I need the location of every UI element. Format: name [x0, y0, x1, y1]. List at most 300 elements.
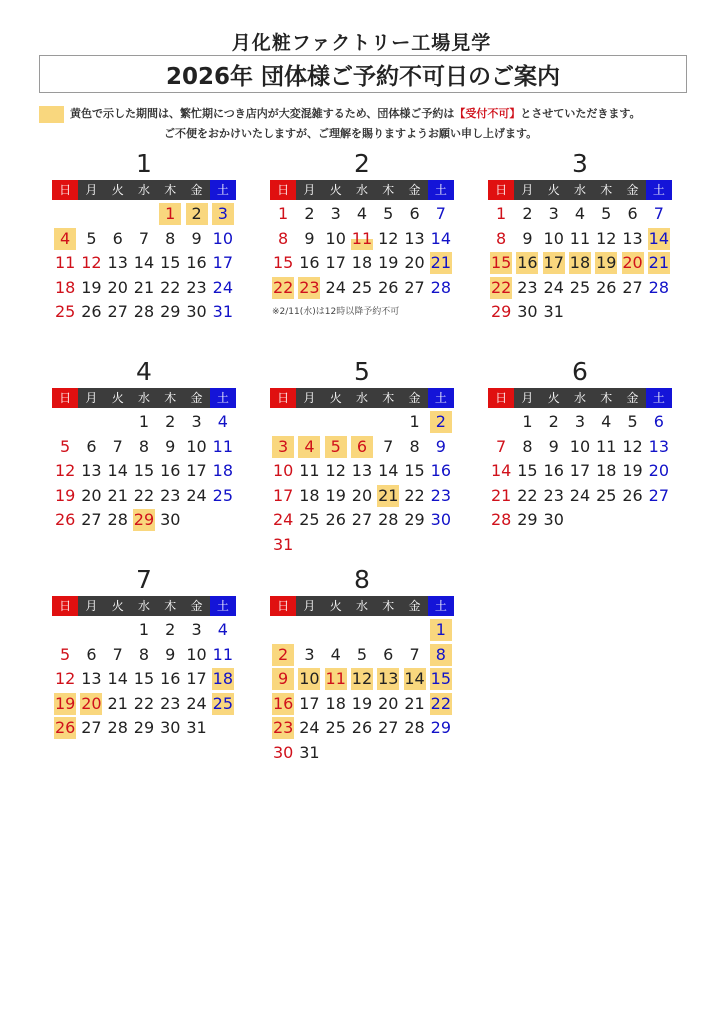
day-cell: 30 — [272, 742, 294, 762]
day-cell: 23 — [299, 277, 320, 297]
day-cell: 25 — [212, 693, 233, 713]
day-cell: 17 — [325, 253, 346, 272]
day-cell: 1 — [138, 412, 150, 431]
week-row — [270, 459, 454, 484]
empty-day-cell — [377, 534, 399, 556]
empty-day-cell — [377, 742, 399, 764]
weekday-label: 火 — [541, 180, 567, 200]
day-cell: 25 — [54, 302, 76, 321]
empty-day-cell — [351, 742, 373, 764]
weekday-label: 土 — [210, 388, 236, 408]
empty-day-cell — [595, 509, 617, 531]
day-cell: 24 — [325, 277, 346, 297]
weekday-header — [52, 596, 236, 616]
day-cell: 6 — [627, 204, 638, 223]
weekday-label: 金 — [183, 596, 209, 616]
day-cell: 28 — [430, 277, 451, 297]
day-cell: 23 — [430, 485, 451, 505]
empty-day-cell — [351, 411, 373, 433]
month-calendar — [488, 148, 672, 325]
day-cell: 23 — [160, 485, 181, 505]
day-cell: 18 — [212, 669, 233, 688]
day-cell: 2 — [548, 412, 559, 431]
empty-day-cell — [430, 534, 452, 556]
weekday-label: 日 — [270, 180, 296, 200]
day-cell: 25 — [212, 485, 233, 505]
weekday-label: 水 — [567, 388, 593, 408]
day-cell: 28 — [378, 510, 399, 529]
week-row — [270, 716, 454, 741]
day-cell: 14 — [107, 669, 128, 688]
week-row — [52, 508, 236, 533]
day-cell: 29 — [404, 510, 425, 529]
day-cell: 7 — [138, 228, 150, 248]
day-cell: 10 — [212, 228, 233, 248]
week-row — [52, 410, 236, 435]
day-cell: 28 — [107, 718, 128, 737]
unavailable-label: 【受付不可】 — [454, 107, 521, 120]
week-row — [270, 410, 454, 435]
empty-day-cell — [212, 509, 234, 531]
weekday-header — [270, 388, 454, 408]
day-cell: 16 — [517, 253, 538, 272]
day-cell: 16 — [543, 461, 564, 480]
day-cell: 6 — [351, 436, 373, 458]
day-cell: 31 — [212, 302, 233, 321]
day-cell: 21 — [107, 693, 128, 713]
day-cell: 1 — [409, 412, 420, 431]
week-row — [52, 202, 236, 227]
weekday-label: 水 — [567, 180, 593, 200]
weekday-label: 木 — [375, 388, 401, 408]
weekday-label: 日 — [488, 388, 514, 408]
weekday-label: 土 — [428, 388, 454, 408]
weekday-label: 土 — [210, 180, 236, 200]
weekday-label: 金 — [401, 180, 427, 200]
day-cell: 4 — [330, 644, 341, 664]
weekday-label: 日 — [52, 388, 78, 408]
day-cell: 25 — [299, 510, 320, 529]
weekday-label: 木 — [157, 388, 183, 408]
week-row — [488, 459, 672, 484]
week-row — [488, 410, 672, 435]
day-cell: 25 — [596, 485, 617, 505]
day-cell: 26 — [81, 302, 102, 321]
day-cell: 17 — [272, 485, 294, 505]
day-cell: 4 — [217, 620, 228, 639]
day-cell: 30 — [430, 510, 451, 529]
day-cell: 10 — [543, 228, 564, 248]
day-cell: 26 — [622, 485, 643, 505]
day-cell: 9 — [304, 228, 315, 248]
week-row — [270, 533, 454, 558]
weekday-label: 水 — [349, 596, 375, 616]
weekday-label: 金 — [401, 388, 427, 408]
weekday-label: 木 — [157, 596, 183, 616]
week-row — [488, 484, 672, 509]
day-cell: 6 — [383, 644, 394, 664]
week-row — [52, 618, 236, 643]
empty-day-cell — [107, 203, 129, 225]
day-cell: 9 — [522, 228, 533, 248]
empty-day-cell — [569, 509, 591, 531]
month-number: 3 — [572, 149, 588, 178]
empty-day-cell — [80, 203, 102, 225]
empty-day-cell — [325, 411, 347, 433]
week-row — [52, 484, 236, 509]
empty-day-cell — [325, 619, 347, 641]
day-cell: 17 — [212, 253, 233, 272]
day-cell: 15 — [133, 461, 155, 480]
week-row — [270, 202, 454, 227]
day-cell: 5 — [86, 228, 97, 248]
week-row — [270, 741, 454, 766]
factory-tour-title: 月化粧ファクトリー工場見学 — [231, 32, 492, 54]
empty-day-cell — [212, 717, 234, 739]
weekday-label: 火 — [105, 388, 131, 408]
empty-day-cell — [54, 411, 76, 433]
empty-day-cell — [107, 619, 129, 641]
day-cell: 20 — [378, 693, 399, 713]
day-cell: 18 — [596, 461, 617, 480]
weekday-label: 月 — [78, 180, 104, 200]
weekday-header — [488, 388, 672, 408]
day-cell: 27 — [81, 718, 102, 737]
day-cell: 28 — [490, 510, 512, 529]
weekday-label: 月 — [296, 596, 322, 616]
day-cell: 10 — [299, 669, 320, 688]
week-row — [488, 508, 672, 533]
day-cell: 6 — [86, 644, 97, 664]
month-number: 7 — [136, 565, 152, 594]
weekday-header — [488, 180, 672, 200]
day-cell: 4 — [54, 228, 76, 250]
empty-day-cell — [622, 301, 644, 323]
day-cell: 12 — [596, 228, 617, 248]
empty-day-cell — [351, 619, 373, 641]
day-cell: 13 — [351, 461, 373, 480]
day-cell: 22 — [272, 277, 294, 297]
day-cell: 9 — [191, 228, 202, 248]
day-cell: 31 — [299, 742, 320, 762]
day-cell: 5 — [325, 436, 347, 458]
week-row — [270, 692, 454, 717]
day-cell: 22 — [430, 693, 451, 713]
day-cell: 11 — [54, 253, 76, 272]
day-cell: 5 — [601, 204, 612, 223]
day-cell: 19 — [351, 693, 373, 713]
day-cell: 2 — [304, 204, 315, 223]
weekday-label: 水 — [131, 388, 157, 408]
day-cell: 11 — [212, 644, 233, 664]
day-cell: 15 — [160, 253, 181, 272]
day-cell: 27 — [404, 277, 425, 297]
week-row — [52, 692, 236, 717]
day-cell: 27 — [81, 510, 102, 529]
day-cell: 3 — [548, 204, 559, 223]
day-cell: 19 — [378, 253, 399, 272]
empty-day-cell — [298, 411, 320, 433]
day-cell: 19 — [622, 461, 643, 480]
day-cell: 23 — [272, 718, 294, 737]
day-cell: 24 — [543, 277, 564, 297]
empty-day-cell — [325, 534, 347, 556]
week-row — [270, 484, 454, 509]
day-cell: 9 — [272, 668, 294, 690]
day-cell: 15 — [133, 669, 155, 688]
day-cell: 1 — [430, 619, 452, 641]
day-cell: 25 — [325, 718, 346, 737]
weekday-label: 月 — [514, 180, 540, 200]
day-cell: 21 — [133, 277, 155, 297]
weekday-label: 火 — [323, 180, 349, 200]
day-cell: 23 — [517, 277, 538, 297]
day-cell: 17 — [186, 669, 207, 688]
weekday-header — [270, 180, 454, 200]
day-cell: 17 — [299, 693, 320, 713]
day-cell: 3 — [212, 203, 234, 225]
empty-day-cell — [595, 301, 617, 323]
day-cell: 24 — [569, 485, 591, 505]
empty-day-cell — [54, 619, 76, 641]
day-cell: 2 — [165, 412, 176, 431]
weekday-label: 土 — [428, 180, 454, 200]
day-cell: 26 — [378, 277, 399, 297]
day-cell: 16 — [272, 693, 294, 713]
week-row — [52, 251, 236, 276]
weekday-label: 火 — [105, 596, 131, 616]
empty-day-cell — [648, 301, 670, 323]
day-cell: 9 — [435, 436, 446, 456]
week-row — [270, 276, 454, 301]
day-cell: 15 — [404, 461, 425, 480]
day-cell: 19 — [325, 485, 346, 505]
weekday-label: 木 — [375, 180, 401, 200]
day-cell: 8 — [409, 436, 420, 456]
week-row — [488, 276, 672, 301]
month-calendar — [52, 564, 236, 741]
day-cell: 7 — [383, 436, 394, 456]
day-cell: 24 — [299, 718, 320, 737]
week-row — [270, 508, 454, 533]
day-cell: 31 — [272, 534, 294, 554]
day-cell: 29 — [490, 302, 512, 321]
day-cell: 26 — [325, 510, 346, 529]
day-cell: 13 — [622, 228, 643, 248]
legend — [39, 104, 699, 144]
day-cell: 3 — [574, 412, 586, 431]
day-cell: 13 — [107, 253, 128, 272]
day-cell: 6 — [409, 204, 420, 223]
day-cell: 2 — [165, 620, 176, 639]
weekday-label: 金 — [619, 388, 645, 408]
month-calendar — [270, 356, 454, 557]
day-cell: 6 — [112, 228, 123, 248]
highlight-swatch — [39, 106, 64, 123]
day-cell: 15 — [490, 253, 512, 272]
day-cell: 8 — [522, 436, 533, 456]
day-cell: 20 — [648, 461, 669, 480]
empty-day-cell — [80, 411, 102, 433]
day-cell: 11 — [325, 669, 346, 688]
week-row — [488, 251, 672, 276]
day-cell: 24 — [212, 277, 233, 297]
empty-day-cell — [107, 411, 129, 433]
day-cell: 27 — [622, 277, 643, 297]
day-cell: 2 — [186, 203, 208, 225]
day-cell: 18 — [351, 253, 373, 272]
day-cell: 2 — [522, 204, 533, 223]
week-row — [52, 716, 236, 741]
month-calendar — [52, 356, 236, 533]
day-cell: 19 — [54, 693, 76, 713]
day-cell: 12 — [378, 228, 399, 248]
day-cell: 3 — [191, 620, 202, 639]
day-cell: 12 — [54, 669, 76, 688]
weekday-label: 日 — [488, 180, 514, 200]
day-cell: 13 — [81, 669, 102, 688]
week-row — [52, 300, 236, 325]
day-cell: 16 — [160, 669, 181, 688]
legend-text: 黄色で示した期間は、繁忙期につき店内が大変混雑するため、団体様ご予約は — [70, 107, 455, 120]
day-cell: 12 — [54, 461, 76, 480]
day-cell: 9 — [165, 644, 176, 664]
day-cell: 23 — [186, 277, 207, 297]
week-row — [488, 300, 672, 325]
day-cell: 3 — [304, 644, 315, 664]
weekday-label: 木 — [593, 180, 619, 200]
empty-day-cell — [54, 203, 76, 225]
day-cell: 1 — [522, 412, 533, 431]
day-cell: 13 — [378, 669, 399, 688]
day-cell: 26 — [54, 510, 76, 529]
day-cell: 5 — [383, 204, 394, 223]
day-cell: 20 — [404, 253, 425, 272]
day-cell: 4 — [298, 436, 320, 458]
month-calendar — [270, 564, 454, 765]
day-cell: 30 — [543, 510, 564, 529]
weekday-label: 木 — [375, 596, 401, 616]
empty-day-cell — [648, 509, 670, 531]
month-number: 8 — [354, 565, 370, 594]
day-cell: 26 — [596, 277, 617, 297]
day-cell: 4 — [356, 204, 368, 223]
week-row — [488, 435, 672, 460]
weekday-label: 火 — [323, 596, 349, 616]
day-cell: 28 — [648, 277, 669, 297]
weekday-label: 土 — [646, 180, 672, 200]
day-cell: 1 — [278, 204, 289, 223]
day-cell: 27 — [648, 485, 669, 505]
day-cell: 30 — [160, 510, 181, 529]
month-calendar — [270, 148, 454, 317]
day-cell: 27 — [107, 302, 128, 321]
month-note: ※2/11(水)は12時以降予約不可 — [272, 307, 400, 317]
day-cell: 20 — [107, 277, 128, 297]
week-row — [270, 618, 454, 643]
day-cell: 15 — [430, 669, 451, 688]
day-cell: 31 — [186, 718, 207, 737]
day-cell: 30 — [517, 302, 538, 321]
empty-day-cell — [325, 742, 347, 764]
day-cell: 9 — [165, 436, 176, 456]
day-cell: 23 — [160, 693, 181, 713]
day-cell: 6 — [86, 436, 97, 456]
day-cell: 30 — [160, 718, 181, 737]
day-cell: 11 — [596, 436, 617, 456]
week-row — [270, 251, 454, 276]
week-row — [488, 227, 672, 252]
day-cell: 29 — [430, 718, 451, 737]
day-cell: 28 — [107, 510, 128, 529]
weekday-label: 土 — [210, 596, 236, 616]
empty-day-cell — [622, 509, 644, 531]
day-cell: 2 — [430, 411, 452, 433]
day-cell: 26 — [54, 718, 76, 737]
day-cell: 10 — [186, 644, 207, 664]
weekday-label: 土 — [428, 596, 454, 616]
month-number: 5 — [354, 357, 370, 386]
day-cell: 22 — [133, 693, 155, 713]
empty-day-cell — [569, 301, 591, 323]
day-cell: 26 — [351, 718, 373, 737]
day-cell: 8 — [278, 228, 289, 248]
day-cell: 20 — [81, 693, 102, 713]
day-cell: 12 — [325, 461, 346, 480]
day-cell: 8 — [165, 228, 176, 248]
day-cell: 27 — [351, 510, 373, 529]
day-cell: 15 — [517, 461, 538, 480]
day-cell: 11 — [569, 228, 591, 248]
day-cell: 10 — [325, 228, 346, 248]
day-cell: 30 — [186, 302, 207, 321]
weekday-label: 金 — [619, 180, 645, 200]
empty-day-cell — [377, 411, 399, 433]
day-cell: 14 — [404, 669, 425, 688]
day-cell: 11 — [299, 461, 320, 480]
day-cell: 18 — [54, 277, 76, 297]
weekday-label: 水 — [349, 180, 375, 200]
day-cell: 23 — [543, 485, 564, 505]
day-cell: 6 — [653, 412, 664, 431]
day-cell: 17 — [186, 461, 207, 480]
day-cell: 27 — [378, 718, 399, 737]
day-cell: 18 — [569, 253, 591, 272]
day-cell: 19 — [81, 277, 102, 297]
weekday-label: 水 — [131, 180, 157, 200]
day-cell: 12 — [351, 669, 373, 688]
weekday-label: 月 — [296, 388, 322, 408]
day-cell: 8 — [430, 644, 452, 666]
weekday-label: 日 — [270, 596, 296, 616]
month-calendar — [52, 148, 236, 325]
day-cell: 11 — [212, 436, 233, 456]
day-cell: 24 — [186, 485, 207, 505]
day-cell: 18 — [212, 461, 233, 480]
day-cell: 10 — [186, 436, 207, 456]
weekday-label: 水 — [131, 596, 157, 616]
day-cell: 2 — [272, 644, 294, 666]
month-number: 6 — [572, 357, 588, 386]
day-cell: 3 — [330, 204, 341, 223]
weekday-label: 水 — [349, 388, 375, 408]
day-cell: 14 — [107, 461, 128, 480]
month-number: 1 — [136, 149, 152, 178]
day-cell: 10 — [569, 436, 591, 456]
empty-day-cell — [404, 742, 426, 764]
day-cell: 8 — [138, 644, 150, 664]
empty-day-cell — [133, 203, 155, 225]
